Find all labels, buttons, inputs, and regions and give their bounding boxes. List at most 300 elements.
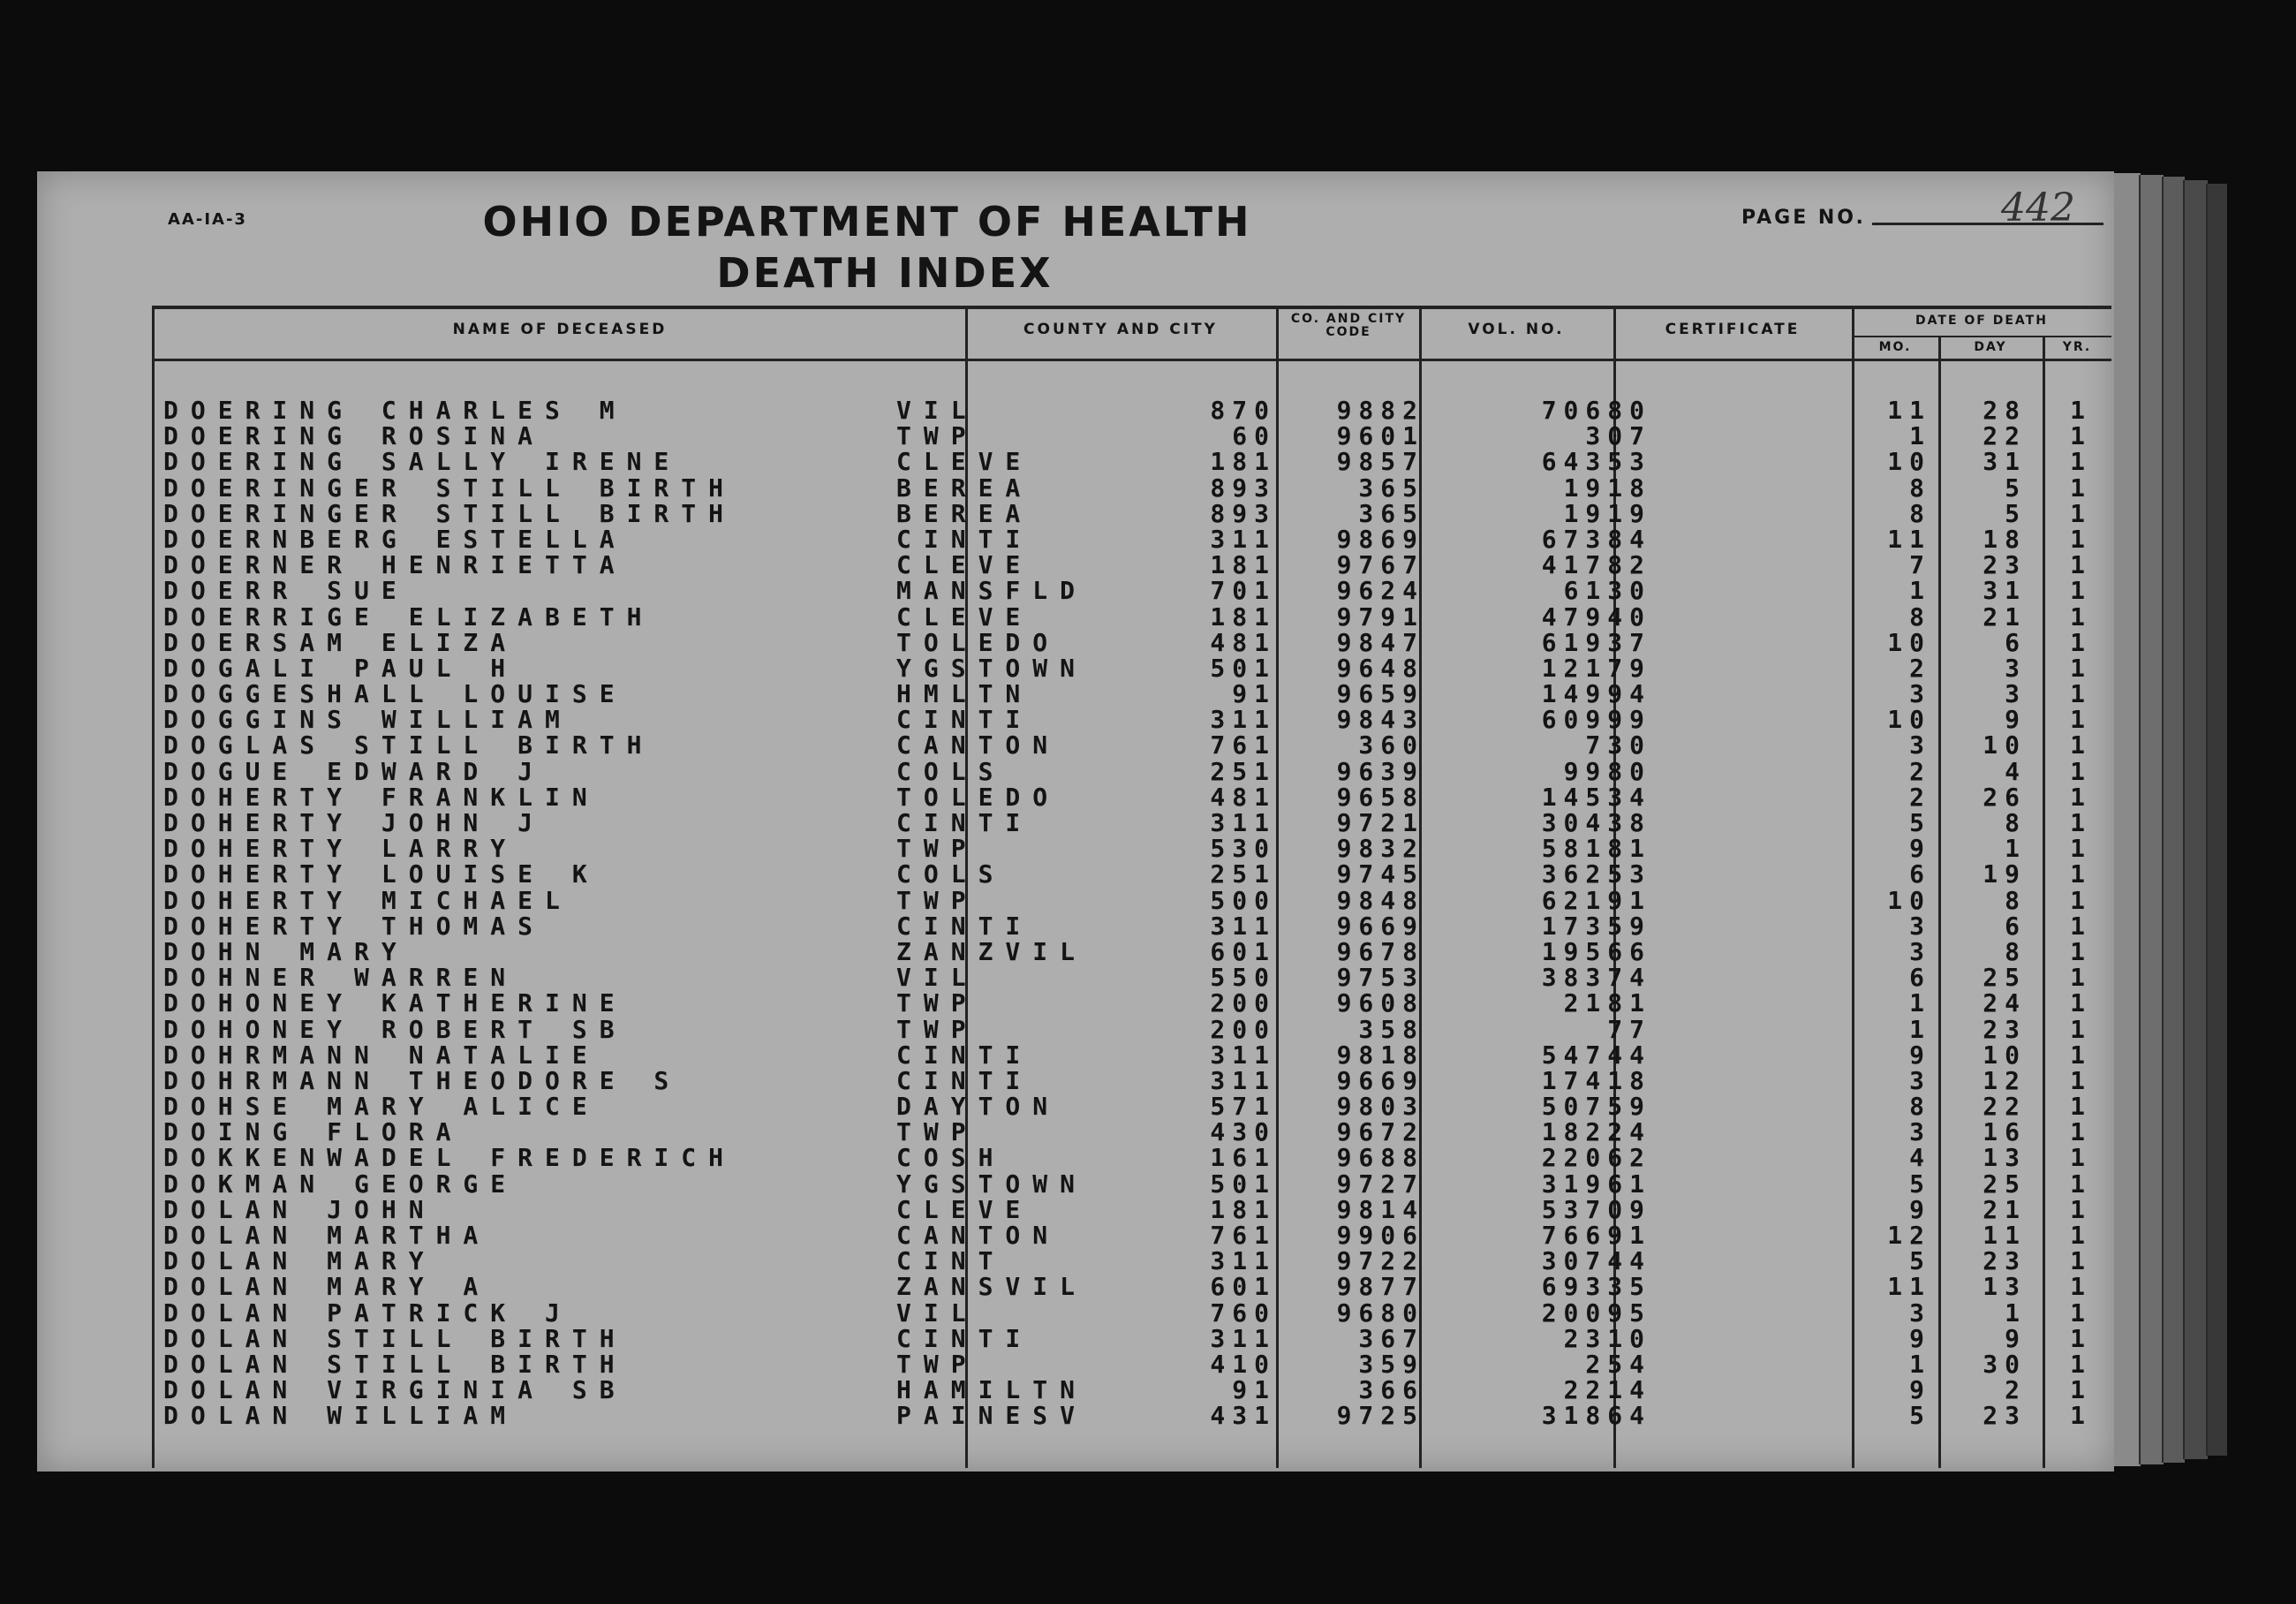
deceased-name: DOLAN MARTHA xyxy=(163,1221,491,1250)
death-day: 4 xyxy=(2005,756,2027,786)
death-year: 1 xyxy=(2070,1298,2085,1328)
death-day: 8 xyxy=(2005,936,2027,966)
death-day: 1 xyxy=(2005,1298,2027,1328)
death-month: 12 xyxy=(1887,1221,1931,1250)
city-code: 410 xyxy=(1210,1349,1276,1379)
county-city: CLEVE xyxy=(896,1194,1033,1224)
certificate-number: 2181 xyxy=(1563,988,1651,1018)
county-city: CINTI xyxy=(896,524,1033,554)
city-code: 91 xyxy=(1232,679,1276,709)
death-year: 1 xyxy=(2070,1169,2085,1199)
death-month: 3 xyxy=(1909,679,1931,709)
certificate-number: 76691 xyxy=(1541,1221,1651,1250)
deceased-name: DOGUE EDWARD J xyxy=(163,756,546,786)
death-year: 1 xyxy=(2070,679,2085,709)
death-year: 1 xyxy=(2070,1092,2085,1122)
table-row xyxy=(155,1065,2111,1095)
city-code: 200 xyxy=(1210,1014,1276,1044)
certificate-number: 41782 xyxy=(1541,550,1651,580)
table-row xyxy=(155,397,2111,423)
city-code: 251 xyxy=(1210,859,1276,889)
death-month: 3 xyxy=(1909,730,1931,760)
death-day: 31 xyxy=(1983,447,2027,477)
volume-number: 9818 xyxy=(1336,1040,1424,1070)
death-year: 1 xyxy=(2070,447,2085,477)
city-code: 311 xyxy=(1210,1323,1276,1353)
certificate-number: 9980 xyxy=(1563,756,1651,786)
city-code: 481 xyxy=(1210,627,1276,657)
death-day: 23 xyxy=(1983,1014,2027,1044)
county-city: CANTON xyxy=(896,730,1061,760)
city-code: 530 xyxy=(1210,834,1276,864)
death-year: 1 xyxy=(2070,627,2085,657)
deceased-name: DOGGESHALL LOUISE xyxy=(163,679,627,709)
death-month: 10 xyxy=(1887,447,1931,477)
table-row xyxy=(155,913,2111,939)
deceased-name: DOLAN STILL BIRTH xyxy=(163,1349,627,1379)
death-month: 1 xyxy=(1909,576,1931,606)
county-city: DAYTON xyxy=(896,1092,1061,1122)
death-year: 1 xyxy=(2070,653,2085,683)
death-month: 5 xyxy=(1909,1246,1931,1276)
volume-number: 9869 xyxy=(1336,524,1424,554)
deceased-name: DOKMAN GEORGE xyxy=(163,1169,518,1199)
volume-number: 9803 xyxy=(1336,1092,1424,1122)
death-day: 31 xyxy=(1983,576,2027,606)
county-city: CINTI xyxy=(896,1323,1033,1353)
death-day: 25 xyxy=(1983,963,2027,993)
death-year: 1 xyxy=(2070,1040,2085,1070)
city-code: 311 xyxy=(1210,808,1276,837)
certificate-number: 19566 xyxy=(1541,936,1651,966)
table-row xyxy=(155,1042,2111,1068)
death-month: 11 xyxy=(1887,1272,1931,1302)
certificate-number: 12179 xyxy=(1541,653,1651,683)
volume-number: 9624 xyxy=(1336,576,1424,606)
city-code: 601 xyxy=(1210,1272,1276,1302)
death-day: 10 xyxy=(1983,730,2027,760)
table-row xyxy=(155,1171,2111,1197)
volume-number: 9639 xyxy=(1336,756,1424,786)
volume-number: 9882 xyxy=(1336,396,1424,425)
volume-number: 9722 xyxy=(1336,1246,1424,1276)
index-rows xyxy=(155,397,2111,1429)
title-line-2: DEATH INDEX xyxy=(716,249,1054,297)
death-day: 6 xyxy=(2005,911,2027,941)
death-month: 9 xyxy=(1909,1194,1931,1224)
death-year: 1 xyxy=(2070,782,2085,812)
page-stack-edge xyxy=(2139,175,2164,1464)
death-day: 21 xyxy=(1983,1194,2027,1224)
deceased-name: DOHERTY LARRY xyxy=(163,834,518,864)
county-city: VIL xyxy=(896,1298,978,1328)
county-city: COSH xyxy=(896,1143,1006,1173)
death-year: 1 xyxy=(2070,396,2085,425)
deceased-name: DOERINGER STILL BIRTH xyxy=(163,498,736,528)
table-row xyxy=(155,655,2111,681)
deceased-name: DOLAN MARY xyxy=(163,1246,436,1276)
volume-number: 9601 xyxy=(1336,421,1424,451)
county-city: CLEVE xyxy=(896,550,1033,580)
county-city: CINTI xyxy=(896,705,1033,735)
death-month: 2 xyxy=(1909,653,1931,683)
table-row xyxy=(155,1248,2111,1274)
death-day: 9 xyxy=(2005,705,2027,735)
city-code: 501 xyxy=(1210,653,1276,683)
volume-number: 9791 xyxy=(1336,602,1424,632)
county-city: ZANSVIL xyxy=(896,1272,1088,1302)
header-yr: YR. xyxy=(2062,340,2092,354)
certificate-number: 64353 xyxy=(1541,447,1651,477)
table-row xyxy=(155,1194,2111,1224)
deceased-name: DOERING ROSINA xyxy=(163,421,546,451)
city-code: 60 xyxy=(1232,421,1276,451)
death-year: 1 xyxy=(2070,1065,2085,1095)
county-city: TWP xyxy=(896,1117,978,1147)
deceased-name: DOHRMANN NATALIE xyxy=(163,1040,600,1070)
death-day: 3 xyxy=(2005,679,2027,709)
table-row xyxy=(155,681,2111,707)
volume-number: 366 xyxy=(1358,1375,1424,1405)
county-city: ZANZVIL xyxy=(896,936,1088,966)
table-row xyxy=(155,1143,2111,1173)
deceased-name: DOHRMANN THEODORE S xyxy=(163,1065,682,1095)
death-year: 1 xyxy=(2070,1401,2085,1431)
death-month: 1 xyxy=(1909,421,1931,451)
certificate-number: 17418 xyxy=(1541,1065,1651,1095)
death-month: 11 xyxy=(1887,524,1931,554)
index-table xyxy=(152,306,2111,1468)
death-year: 1 xyxy=(2070,524,2085,554)
death-day: 30 xyxy=(1983,1349,2027,1379)
certificate-number: 30744 xyxy=(1541,1246,1651,1276)
death-month: 10 xyxy=(1887,885,1931,915)
death-year: 1 xyxy=(2070,834,2085,864)
deceased-name: DOLAN MARY A xyxy=(163,1272,491,1302)
county-city: CINTI xyxy=(896,1040,1033,1070)
certificate-number: 1918 xyxy=(1563,473,1651,503)
death-month: 10 xyxy=(1887,627,1931,657)
city-code: 311 xyxy=(1210,1065,1276,1095)
certificate-number: 17359 xyxy=(1541,911,1651,941)
certificate-number: 307 xyxy=(1585,421,1651,451)
city-code: 311 xyxy=(1210,1040,1276,1070)
table-row xyxy=(155,576,2111,606)
death-year: 1 xyxy=(2070,911,2085,941)
city-code: 501 xyxy=(1210,1169,1276,1199)
county-city: COLS xyxy=(896,756,1006,786)
deceased-name: DOHONEY KATHERINE xyxy=(163,988,627,1018)
deceased-name: DOING FLORA xyxy=(163,1117,464,1147)
page-no-label: PAGE NO. xyxy=(1741,207,1866,229)
death-day: 21 xyxy=(1983,602,2027,632)
header-cert: CERTIFICATE xyxy=(1665,321,1801,338)
death-day: 5 xyxy=(2005,498,2027,528)
table-row xyxy=(155,1222,2111,1248)
table-row xyxy=(155,834,2111,864)
deceased-name: DOLAN VIRGINIA SB xyxy=(163,1375,627,1405)
death-month: 1 xyxy=(1909,1014,1931,1044)
death-day: 6 xyxy=(2005,627,2027,657)
county-city: BEREA xyxy=(896,498,1033,528)
city-code: 481 xyxy=(1210,782,1276,812)
county-city: TWP xyxy=(896,834,978,864)
volume-number: 9847 xyxy=(1336,627,1424,657)
death-day: 3 xyxy=(2005,653,2027,683)
city-code: 91 xyxy=(1232,1375,1276,1405)
page-stack-edge xyxy=(2112,173,2141,1466)
table-row xyxy=(155,1377,2111,1403)
city-code: 500 xyxy=(1210,885,1276,915)
certificate-number: 77 xyxy=(1607,1014,1651,1044)
date-header-rule xyxy=(1852,336,2111,337)
table-row xyxy=(155,1092,2111,1122)
volume-number: 9678 xyxy=(1336,936,1424,966)
volume-number: 9688 xyxy=(1336,1143,1424,1173)
title-line-1: OHIO DEPARTMENT OF HEALTH xyxy=(482,198,1252,246)
table-row xyxy=(155,990,2111,1016)
death-month: 6 xyxy=(1909,963,1931,993)
deceased-name: DOERNER HENRIETTA xyxy=(163,550,627,580)
volume-number: 9745 xyxy=(1336,859,1424,889)
death-day: 11 xyxy=(1983,1221,2027,1250)
death-index-card xyxy=(37,171,2114,1472)
table-row xyxy=(155,705,2111,735)
county-city: CANTON xyxy=(896,1221,1061,1250)
city-code: 431 xyxy=(1210,1401,1276,1431)
death-day: 25 xyxy=(1983,1169,2027,1199)
table-row xyxy=(155,1351,2111,1377)
city-code: 893 xyxy=(1210,473,1276,503)
county-city: CINT xyxy=(896,1246,1006,1276)
certificate-number: 31864 xyxy=(1541,1401,1651,1431)
death-year: 1 xyxy=(2070,730,2085,760)
death-day: 16 xyxy=(1983,1117,2027,1147)
death-day: 23 xyxy=(1983,1246,2027,1276)
certificate-number: 70680 xyxy=(1541,396,1651,425)
deceased-name: DOHN MARY xyxy=(163,936,409,966)
header-code: CO. AND CITY CODE xyxy=(1290,312,1407,339)
death-year: 1 xyxy=(2070,756,2085,786)
death-day: 18 xyxy=(1983,524,2027,554)
death-year: 1 xyxy=(2070,1221,2085,1250)
death-month: 9 xyxy=(1909,1040,1931,1070)
death-month: 4 xyxy=(1909,1143,1931,1173)
volume-number: 9672 xyxy=(1336,1117,1424,1147)
deceased-name: DOERR SUE xyxy=(163,576,409,606)
deceased-name: DOERRIGE ELIZABETH xyxy=(163,602,654,632)
death-month: 9 xyxy=(1909,1323,1931,1353)
certificate-number: 61937 xyxy=(1541,627,1651,657)
table-row xyxy=(155,861,2111,887)
city-code: 571 xyxy=(1210,1092,1276,1122)
death-month: 5 xyxy=(1909,1169,1931,1199)
deceased-name: DOHERTY FRANKLIN xyxy=(163,782,600,812)
page-no-value: 442 xyxy=(2001,185,2075,231)
city-code: 550 xyxy=(1210,963,1276,993)
death-month: 2 xyxy=(1909,756,1931,786)
death-day: 22 xyxy=(1983,1092,2027,1122)
death-month: 2 xyxy=(1909,782,1931,812)
county-city: CINTI xyxy=(896,911,1033,941)
county-city: MANSFLD xyxy=(896,576,1088,606)
volume-number: 9832 xyxy=(1336,834,1424,864)
volume-number: 9659 xyxy=(1336,679,1424,709)
city-code: 761 xyxy=(1210,1221,1276,1250)
death-year: 1 xyxy=(2070,1272,2085,1302)
table-row xyxy=(155,1300,2111,1326)
deceased-name: DOHERTY LOUISE K xyxy=(163,859,600,889)
certificate-number: 1919 xyxy=(1563,498,1651,528)
certificate-number: 254 xyxy=(1585,1349,1651,1379)
volume-number: 9814 xyxy=(1336,1194,1424,1224)
death-day: 23 xyxy=(1983,1401,2027,1431)
volume-number: 9843 xyxy=(1336,705,1424,735)
death-year: 1 xyxy=(2070,473,2085,503)
certificate-number: 38374 xyxy=(1541,963,1651,993)
volume-number: 359 xyxy=(1358,1349,1424,1379)
death-day: 28 xyxy=(1983,396,2027,425)
volume-number: 9767 xyxy=(1336,550,1424,580)
city-code: 311 xyxy=(1210,705,1276,735)
death-month: 8 xyxy=(1909,602,1931,632)
certificate-number: 58181 xyxy=(1541,834,1651,864)
certificate-number: 50759 xyxy=(1541,1092,1651,1122)
death-month: 9 xyxy=(1909,834,1931,864)
county-city: VIL xyxy=(896,963,978,993)
death-day: 2 xyxy=(2005,1375,2027,1405)
death-day: 13 xyxy=(1983,1272,2027,1302)
table-row xyxy=(155,756,2111,786)
city-code: 311 xyxy=(1210,911,1276,941)
death-month: 6 xyxy=(1909,859,1931,889)
table-row xyxy=(155,1014,2111,1044)
city-code: 870 xyxy=(1210,396,1276,425)
death-year: 1 xyxy=(2070,1014,2085,1044)
county-city: CINTI xyxy=(896,808,1033,837)
county-city: TWP xyxy=(896,421,978,451)
city-code: 251 xyxy=(1210,756,1276,786)
death-year: 1 xyxy=(2070,1349,2085,1379)
death-year: 1 xyxy=(2070,1246,2085,1276)
county-city: TOLEDO xyxy=(896,782,1061,812)
header-county: COUNTY AND CITY xyxy=(1023,321,1218,338)
table-row xyxy=(155,498,2111,528)
county-city: TWP xyxy=(896,885,978,915)
death-year: 1 xyxy=(2070,1143,2085,1173)
certificate-number: 36253 xyxy=(1541,859,1651,889)
death-month: 8 xyxy=(1909,498,1931,528)
deceased-name: DOLAN WILLIAM xyxy=(163,1401,518,1431)
deceased-name: DOERSAM ELIZA xyxy=(163,627,518,657)
certificate-number: 69335 xyxy=(1541,1272,1651,1302)
death-day: 23 xyxy=(1983,550,2027,580)
deceased-name: DOHERTY JOHN J xyxy=(163,808,546,837)
table-row xyxy=(155,1401,2111,1431)
page-stack-edge xyxy=(2162,177,2185,1463)
certificate-number: 30438 xyxy=(1541,808,1651,837)
volume-number: 9669 xyxy=(1336,1065,1424,1095)
deceased-name: DOGLAS STILL BIRTH xyxy=(163,730,654,760)
death-month: 3 xyxy=(1909,1298,1931,1328)
county-city: PAINESV xyxy=(896,1401,1088,1431)
deceased-name: DOHONEY ROBERT SB xyxy=(163,1014,627,1044)
death-month: 7 xyxy=(1909,550,1931,580)
death-day: 12 xyxy=(1983,1065,2027,1095)
volume-number: 9857 xyxy=(1336,447,1424,477)
volume-number: 9721 xyxy=(1336,808,1424,837)
county-city: HAMILTN xyxy=(896,1375,1088,1405)
death-year: 1 xyxy=(2070,421,2085,451)
death-year: 1 xyxy=(2070,498,2085,528)
county-city: HMLTN xyxy=(896,679,1033,709)
city-code: 161 xyxy=(1210,1143,1276,1173)
certificate-number: 6130 xyxy=(1563,576,1651,606)
certificate-number: 2310 xyxy=(1563,1323,1651,1353)
death-day: 5 xyxy=(2005,473,2027,503)
county-city: YGSTOWN xyxy=(896,1169,1088,1199)
city-code: 701 xyxy=(1210,576,1276,606)
volume-number: 358 xyxy=(1358,1014,1424,1044)
death-year: 1 xyxy=(2070,705,2085,735)
deceased-name: DOLAN STILL BIRTH xyxy=(163,1323,627,1353)
death-month: 1 xyxy=(1909,988,1931,1018)
death-year: 1 xyxy=(2070,550,2085,580)
death-month: 5 xyxy=(1909,1401,1931,1431)
county-city: TWP xyxy=(896,1349,978,1379)
city-code: 761 xyxy=(1210,730,1276,760)
table-row xyxy=(155,1323,2111,1353)
deceased-name: DOGALI PAUL H xyxy=(163,653,518,683)
death-year: 1 xyxy=(2070,936,2085,966)
city-code: 893 xyxy=(1210,498,1276,528)
deceased-name: DOHSE MARY ALICE xyxy=(163,1092,600,1122)
header-rule xyxy=(155,359,2111,361)
death-month: 1 xyxy=(1909,1349,1931,1379)
death-year: 1 xyxy=(2070,1375,2085,1405)
page-stack-edge xyxy=(2206,184,2227,1456)
death-day: 9 xyxy=(2005,1323,2027,1353)
volume-number: 360 xyxy=(1358,730,1424,760)
county-city: TWP xyxy=(896,988,978,1018)
death-day: 1 xyxy=(2005,834,2027,864)
volume-number: 9669 xyxy=(1336,911,1424,941)
table-row xyxy=(155,423,2111,449)
certificate-number: 67384 xyxy=(1541,524,1651,554)
death-year: 1 xyxy=(2070,988,2085,1018)
city-code: 311 xyxy=(1210,1246,1276,1276)
table-row xyxy=(155,784,2111,810)
certificate-number: 14534 xyxy=(1541,782,1651,812)
death-day: 8 xyxy=(2005,885,2027,915)
header-name: NAME OF DECEASED xyxy=(452,321,668,338)
certificate-number: 22062 xyxy=(1541,1143,1651,1173)
deceased-name: DOERNBERG ESTELLA xyxy=(163,524,627,554)
deceased-name: DOLAN JOHN xyxy=(163,1194,436,1224)
county-city: TOLEDO xyxy=(896,627,1061,657)
volume-number: 9608 xyxy=(1336,988,1424,1018)
county-city: CLEVE xyxy=(896,602,1033,632)
deceased-name: DOHERTY THOMAS xyxy=(163,911,546,941)
volume-number: 9648 xyxy=(1336,653,1424,683)
death-year: 1 xyxy=(2070,1323,2085,1353)
volume-number: 9906 xyxy=(1336,1221,1424,1250)
death-year: 1 xyxy=(2070,885,2085,915)
deceased-name: DOLAN PATRICK J xyxy=(163,1298,572,1328)
certificate-number: 53709 xyxy=(1541,1194,1651,1224)
death-month: 11 xyxy=(1887,396,1931,425)
table-row xyxy=(155,552,2111,578)
